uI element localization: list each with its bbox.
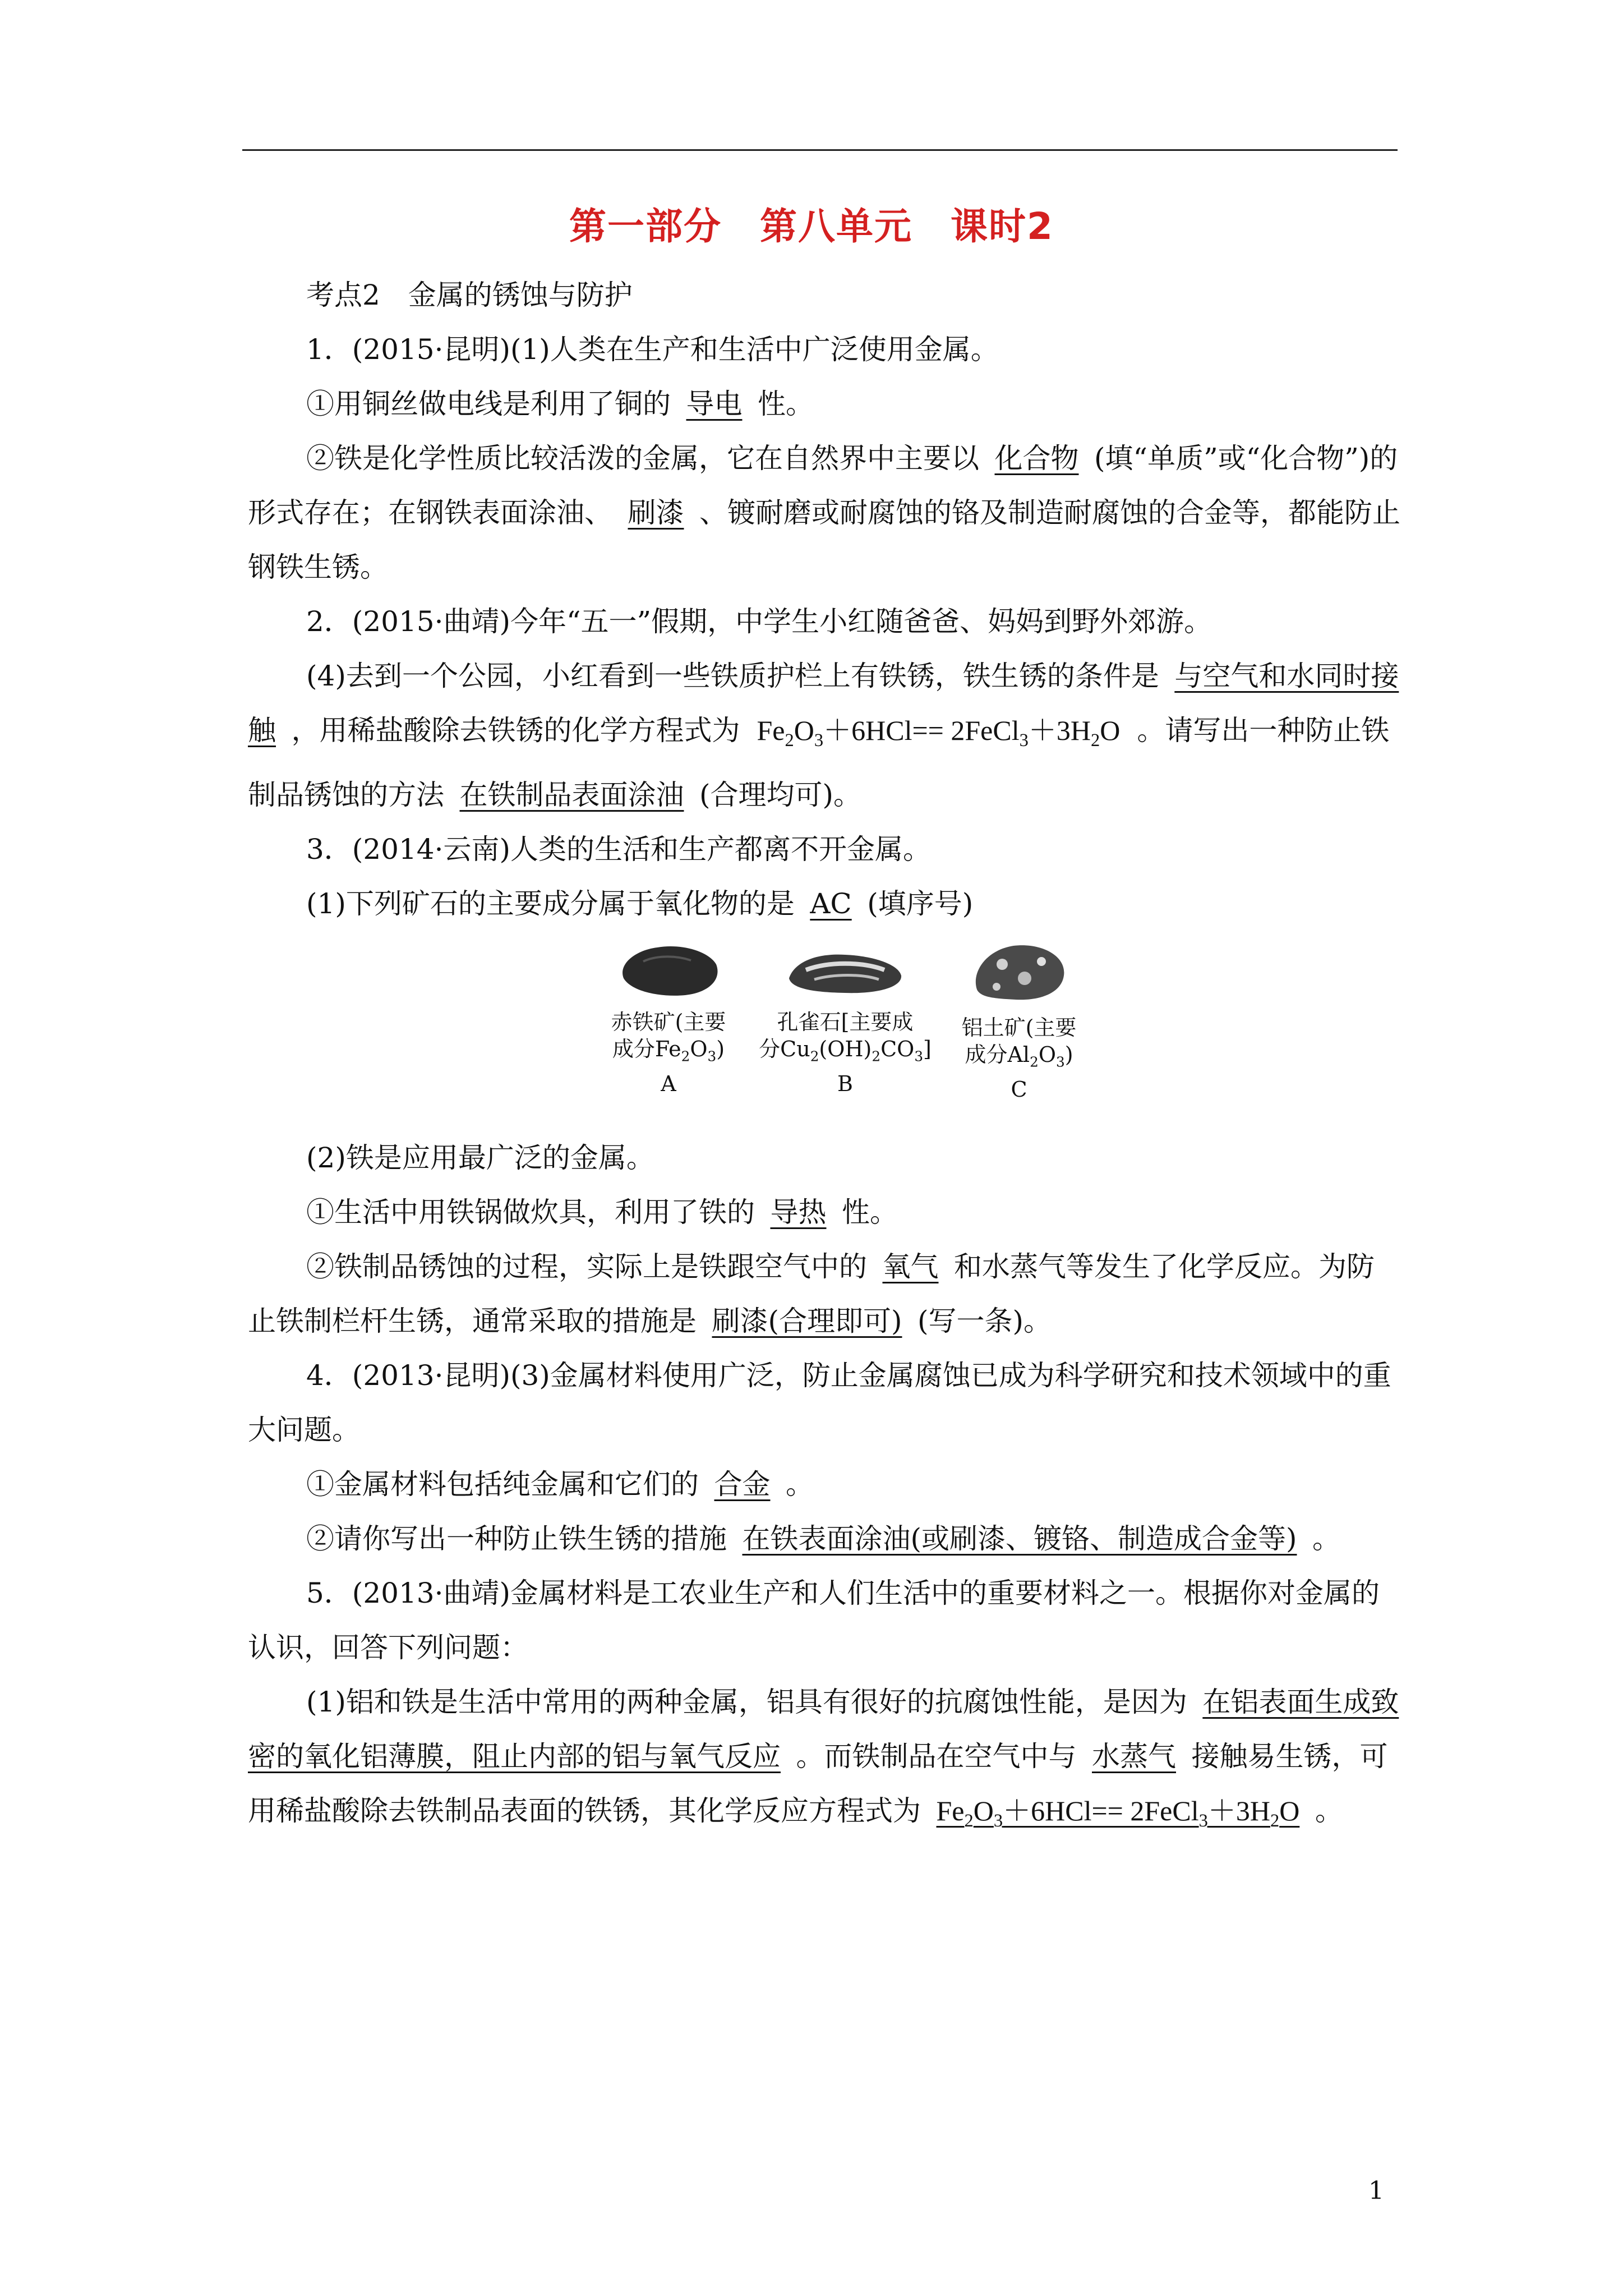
answer-blank: 刷漆(合理即可)	[712, 1305, 902, 1337]
question-4-item-1: ①金属材料包括纯金属和它们的 合金 。	[306, 1468, 814, 1501]
question-4-head: 4．(2013·昆明)(3)金属材料使用广泛，防止金属腐蚀已成为科学研究和技术领域中的重大问题。	[248, 1359, 1391, 1446]
question-1-head: 1．(2015·昆明)(1)人类在生产和生活中广泛使用金属。	[306, 333, 999, 366]
question-3-item-2a: ①生活中用铁锅做炊具，利用了铁的 导热 性。	[306, 1196, 898, 1228]
page-number: 1	[1368, 2177, 1384, 2205]
answer-blank: 在铁表面涂油(或刷漆、镀铬、制造成合金等)	[742, 1522, 1297, 1555]
document-body	[248, 268, 1400, 1848]
question-1-item-2: ②铁是化学性质比较活泼的金属，它在自然界中主要以 化合物 (填“单质”或“化合物”)的形式存在；在钢铁表面涂油、 刷漆 、镀耐磨或耐腐蚀的铬及制造耐腐蚀的合金等，都能防止钢铁生锈。	[248, 442, 1400, 583]
minerals-figure	[248, 939, 1400, 1124]
question-2-item-4: (4)去到一个公园，小红看到一些铁质护栏上有铁锈，铁生锈的条件是 与空气和水同时接触 ，用稀盐酸除去铁锈的化学方程式为 $Fe_2O_3+6HCl==$ $2FeCl_3+3H_2O$ 。请写出一种防止铁制品锈蚀的方法 在铁制品表面涂油 (合理均可)。	[248, 660, 1399, 811]
answer-blank: 刷漆	[628, 496, 684, 529]
answer-blank: 水蒸气	[1092, 1740, 1176, 1773]
question-3-item-2b: ②铁制品锈蚀的过程，实际上是铁跟空气中的 氧气 和水蒸气等发生了化学反应。为防止铁制栏杆生锈，通常采取的措施是 刷漆(合理即可) (写一条)。	[248, 1250, 1375, 1337]
answer-blank: 在铁制品表面涂油	[459, 779, 684, 811]
question-3-item-1: (1)下列矿石的主要成分属于氧化物的是 AC (填序号)	[306, 887, 974, 920]
mineral-bauxite: 铝土矿(主要 成分$Al_2O_3$) C	[918, 939, 1120, 1103]
answer-blank: 与空气和水同时接触	[248, 660, 1399, 747]
question-3-item-2: (2)铁是应用最广泛的金属。	[306, 1142, 654, 1174]
answer-blank: 导电	[686, 388, 743, 420]
question-2-head: 2．(2015·曲靖)今年“五一”假期，中学生小红随爸爸、妈妈到野外郊游。	[306, 605, 1212, 638]
chemical-equation: $Fe_2O_3+6HCl==$ $2FeCl_3+3H_2O$	[757, 715, 1121, 751]
answer-blank: 导热	[770, 1196, 827, 1228]
page-title: 第一部分 第八单元 课时2	[569, 205, 1054, 248]
answer-blank: 在铝表面生成致密的氧化铝薄膜，阻止内部的铝与氧气反应	[248, 1686, 1399, 1773]
question-5-item-1: (1)铝和铁是生活中常用的两种金属，铝具有很好的抗腐蚀性能，是因为 在铝表面生成致密的氧化铝薄膜，阻止内部的铝与氧气反应 。而铁制品在空气中与 水蒸气 接触易生锈，可用稀盐酸除去铁制品表面的铁锈，其化学反应方程式为 $Fe_2O_3+6HCl==$ $2FeCl_3+3H_2O$ 。	[248, 1686, 1399, 1831]
answer-blank: 氧气	[882, 1250, 939, 1283]
section-heading: 考点2 金属的锈蚀与防护	[306, 279, 633, 311]
mineral-hematite: 赤铁矿(主要 成分$Fe_2O_3$) A	[568, 939, 769, 1097]
answer-equation: $Fe_2O_3+6HCl==$ $2FeCl_3+3H_2O$	[936, 1795, 1300, 1831]
header-rule	[242, 149, 1398, 151]
malachite-rock-image	[783, 939, 907, 1001]
question-1-item-1: ①用铜丝做电线是利用了铜的 导电 性。	[306, 388, 814, 420]
bauxite-rock-image	[963, 939, 1075, 1006]
answer-blank: 合金	[714, 1468, 771, 1501]
mineral-malachite: 孔雀石[主要成 分$Cu_2(OH)_2CO_3$] B	[744, 939, 946, 1097]
question-4-item-2: ②请你写出一种防止铁生锈的措施 在铁表面涂油(或刷漆、镀铬、制造成合金等) 。	[306, 1522, 1341, 1555]
answer-blank: AC	[810, 887, 852, 920]
hematite-rock-image	[612, 939, 725, 1001]
answer-blank: 化合物	[994, 442, 1079, 475]
question-5-head: 5．(2013·曲靖)金属材料是工农业生产和人们生活中的重要材料之一。根据你对金属的认识，回答下列问题：	[248, 1577, 1380, 1664]
question-3-head: 3．(2014·云南)人类的生活和生产都离不开金属。	[306, 833, 931, 866]
